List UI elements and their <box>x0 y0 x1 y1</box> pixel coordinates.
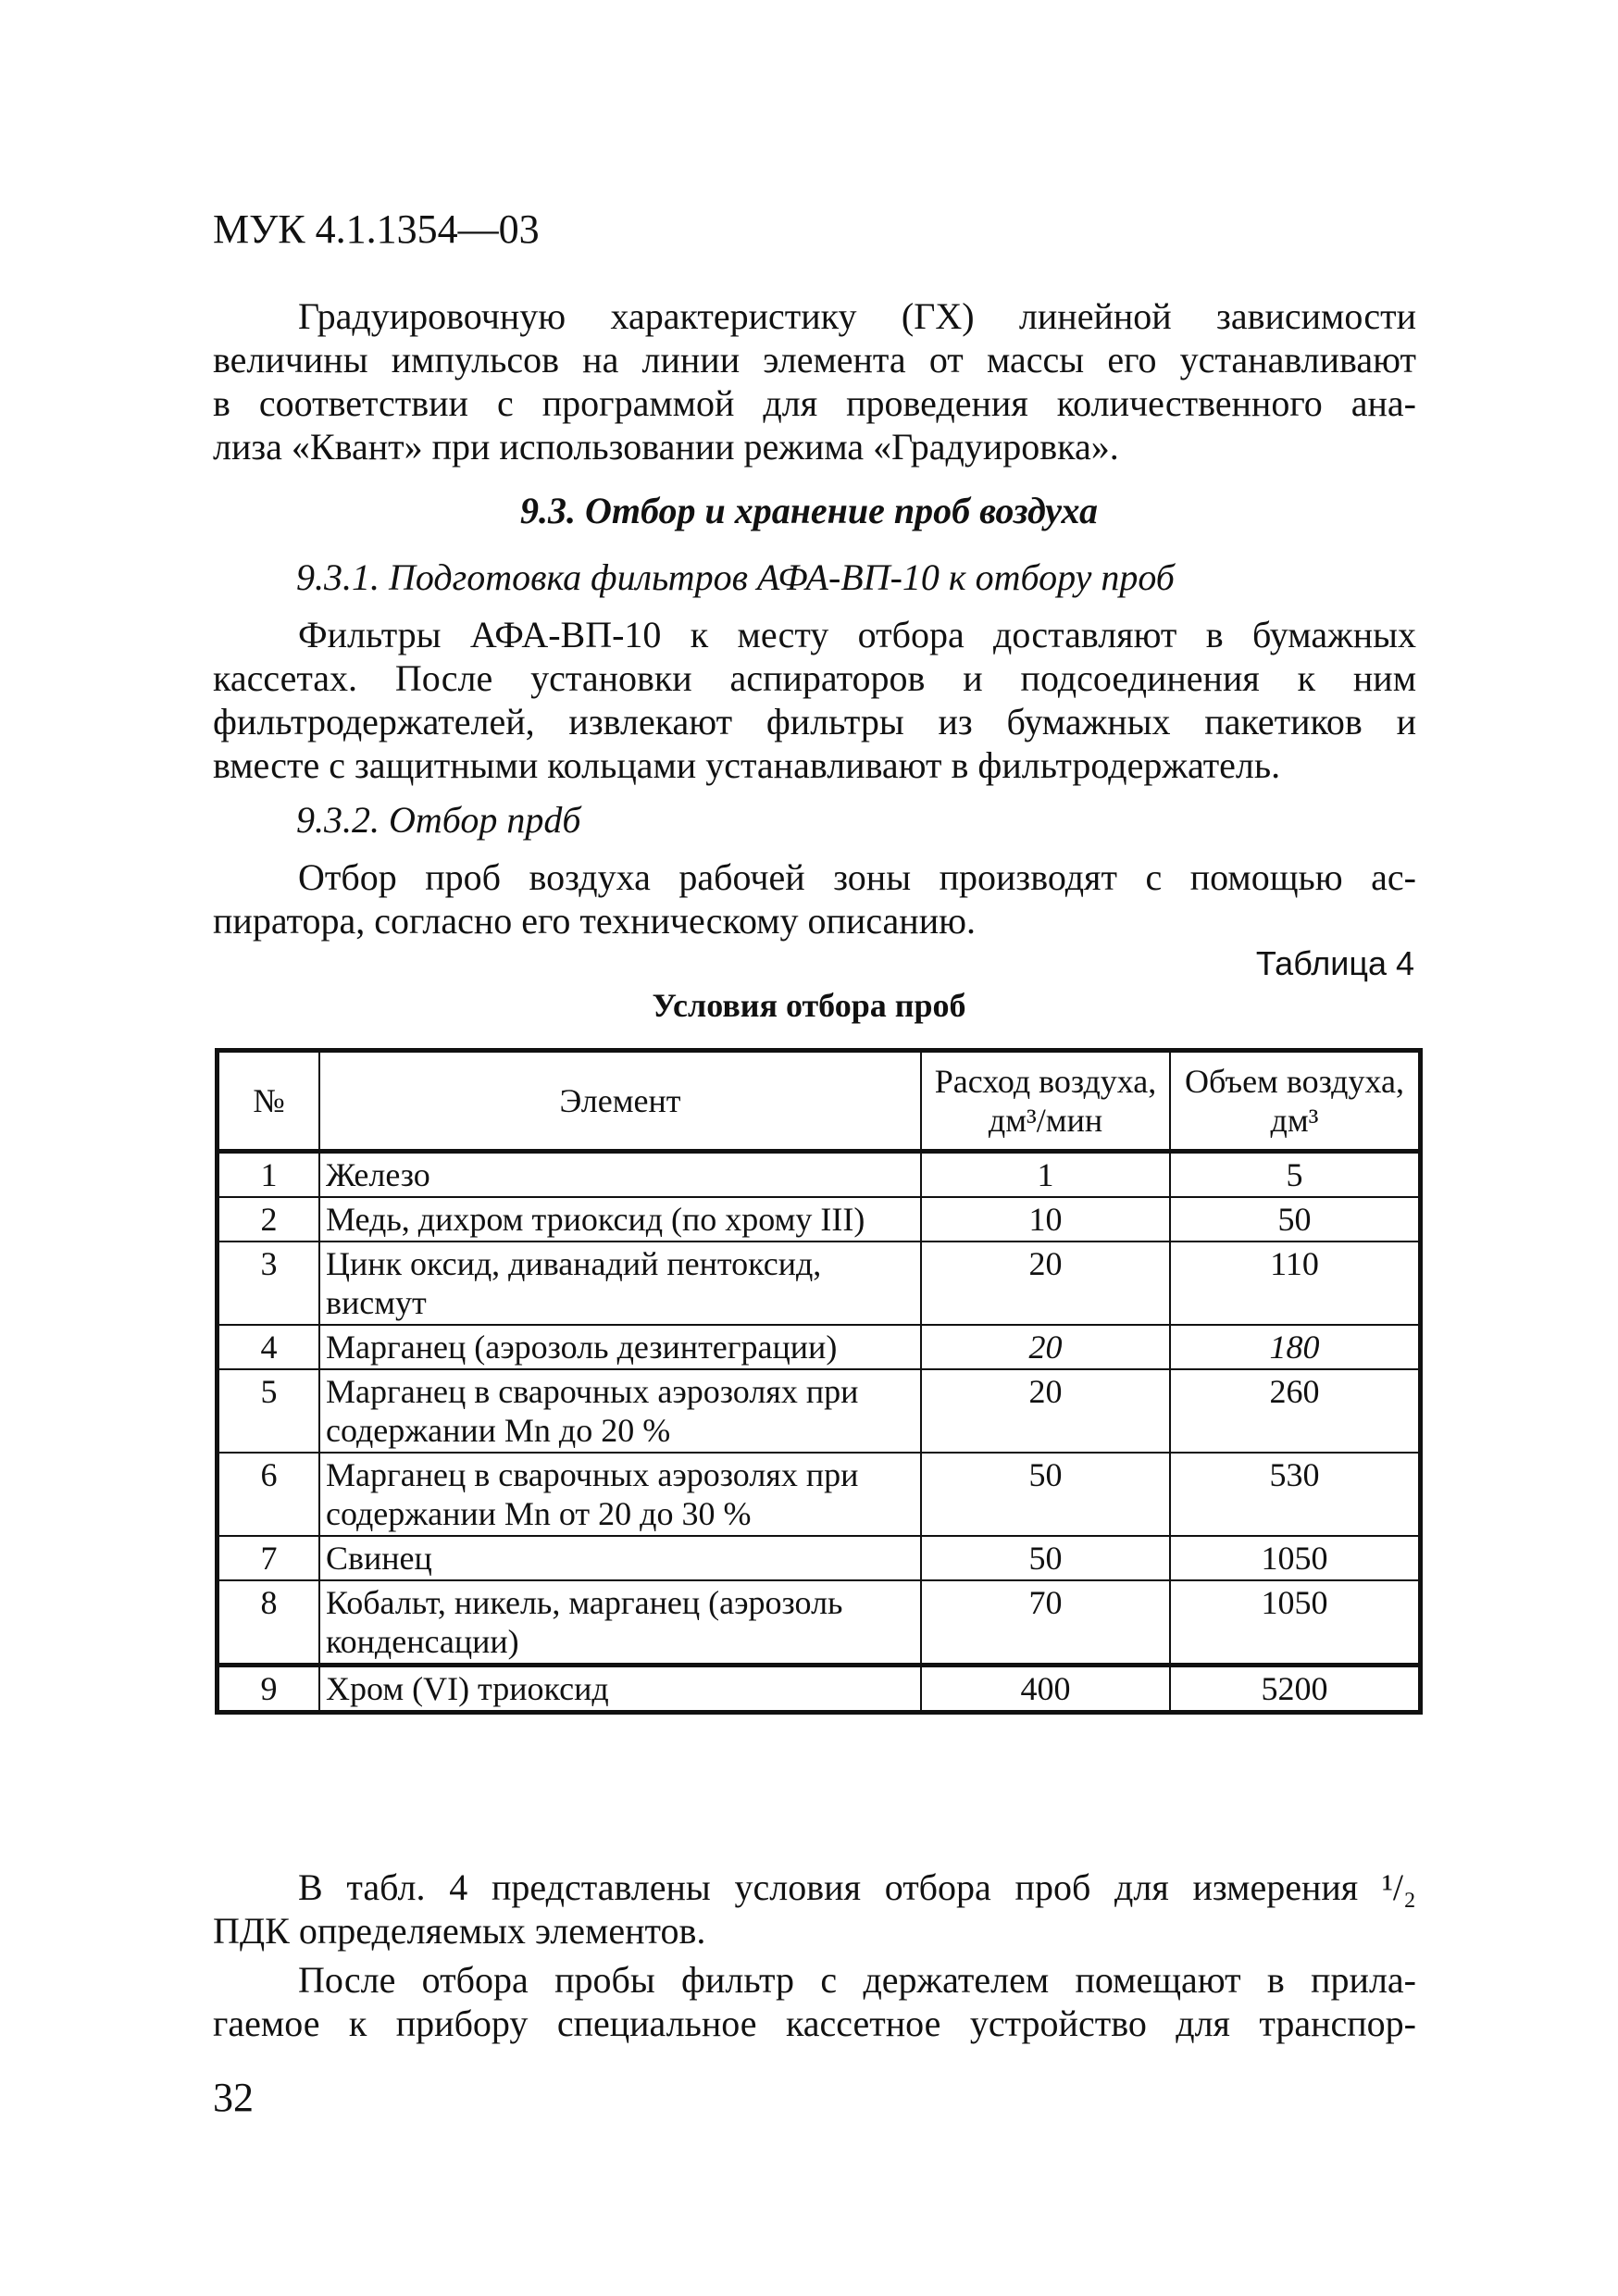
cell-volume: 50 <box>1170 1197 1421 1242</box>
cell-flow: 400 <box>921 1666 1170 1713</box>
cell-num: 1 <box>218 1152 320 1198</box>
sampling-conditions-table <box>215 1048 1423 1715</box>
intro-line: величины импульсов на линии элемента от массы его устанавливают <box>213 339 1416 381</box>
cell-flow: 20 <box>921 1325 1170 1369</box>
filters-line: кассетах. После установки аспираторов и подсоединения к ним <box>213 657 1416 699</box>
filters-line: фильтродержателей, извлекают фильтры из бумажных пакетиков и <box>213 701 1416 742</box>
note-line: В табл. 4 представлены условия отбора проб для измерения ¹/₂ <box>298 1866 1416 1908</box>
subsection-heading-9-3-2: 9.3.2. Отбор прdб <box>296 799 581 841</box>
cell-flow: 1 <box>921 1152 1170 1198</box>
intro-paragraph <box>213 294 1416 468</box>
cell-element: Медь, дихром триоксид (по хрому III) <box>319 1197 921 1242</box>
document-code-header: МУК 4.1.1354—03 <box>213 206 540 252</box>
header-num: № <box>218 1051 320 1152</box>
page-number: 32 <box>213 2075 254 2120</box>
header-volume-line2: дм³ <box>1270 1102 1319 1139</box>
cell-num: 8 <box>218 1580 320 1666</box>
sampling-line: Отбор проб воздуха рабочей зоны производят с помощью ас- <box>298 856 1416 898</box>
cell-element: Железо <box>319 1152 921 1198</box>
filters-paragraph <box>213 613 1416 787</box>
table-label: Таблица 4 <box>1255 944 1414 982</box>
after-line: После отбора пробы фильтр с держателем помещают в прила- <box>298 1959 1416 2001</box>
cell-element: Марганец в сварочных аэрозолях при содержании Mn до 20 % <box>319 1369 921 1453</box>
cell-element: Хром (VI) триоксид <box>319 1666 921 1713</box>
intro-line: Градуировочную характеристику (ГХ) линейной зависимости <box>298 295 1416 337</box>
table-row <box>218 1152 1421 1198</box>
cell-flow: 50 <box>921 1453 1170 1536</box>
table-row <box>218 1453 1421 1536</box>
after-sampling-paragraph <box>213 1958 1416 2045</box>
header-flow-line2: дм³/мин <box>988 1102 1103 1139</box>
cell-element: Кобальт, никель, марганец (аэрозоль конденсации) <box>319 1580 921 1666</box>
intro-line: в соответствии с программой для проведения количественного ана- <box>213 382 1416 424</box>
cell-volume: 1050 <box>1170 1580 1421 1666</box>
cell-num: 6 <box>218 1453 320 1536</box>
cell-num: 4 <box>218 1325 320 1369</box>
cell-num: 5 <box>218 1369 320 1453</box>
table-note-paragraph <box>213 1866 1416 1953</box>
cell-flow: 20 <box>921 1369 1170 1453</box>
cell-flow: 10 <box>921 1197 1170 1242</box>
cell-flow: 50 <box>921 1536 1170 1580</box>
cell-volume: 180 <box>1170 1325 1421 1369</box>
after-line: гаемое к прибору специальное кассетное устройство для транспор- <box>213 2003 1416 2044</box>
table-row <box>218 1666 1421 1713</box>
note-line: ПДК определяемых элементов. <box>213 1910 706 1952</box>
subsection-heading-9-3-1: 9.3.1. Подготовка фильтров АФА-ВП-10 к отбору проб <box>296 556 1175 598</box>
table-header-row <box>218 1051 1421 1152</box>
cell-num: 3 <box>218 1242 320 1325</box>
table-row <box>218 1369 1421 1453</box>
cell-volume: 110 <box>1170 1242 1421 1325</box>
header-volume <box>1170 1051 1421 1152</box>
table-row <box>218 1536 1421 1580</box>
cell-element: Марганец (аэрозоль дезинтеграции) <box>319 1325 921 1369</box>
section-heading-9-3: 9.3. Отбор и хранение проб воздуха <box>520 490 1098 531</box>
cell-element: Марганец в сварочных аэрозолях при содержании Mn от 20 до 30 % <box>319 1453 921 1536</box>
cell-element: Цинк оксид, диванадий пентоксид, висмут <box>319 1242 921 1325</box>
header-volume-line1: Объем воздуха, <box>1185 1063 1404 1100</box>
cell-volume: 1050 <box>1170 1536 1421 1580</box>
table-row <box>218 1580 1421 1666</box>
header-element: Элемент <box>319 1051 921 1152</box>
cell-num: 2 <box>218 1197 320 1242</box>
cell-num: 7 <box>218 1536 320 1580</box>
cell-volume: 5 <box>1170 1152 1421 1198</box>
header-flow <box>921 1051 1170 1152</box>
intro-line: лиза «Квант» при использовании режима «Градуировка». <box>213 426 1119 468</box>
cell-flow: 20 <box>921 1242 1170 1325</box>
table-row <box>218 1197 1421 1242</box>
table-row <box>218 1242 1421 1325</box>
sampling-line: пиратора, согласно его техническому описанию. <box>213 900 977 942</box>
header-flow-line1: Расход воздуха, <box>934 1063 1157 1100</box>
cell-volume: 260 <box>1170 1369 1421 1453</box>
filters-line: вместе с защитными кольцами устанавливают в фильтродержатель. <box>213 744 1281 786</box>
cell-element: Свинец <box>319 1536 921 1580</box>
cell-num: 9 <box>218 1666 320 1713</box>
table-row <box>218 1325 1421 1369</box>
cell-volume: 5200 <box>1170 1666 1421 1713</box>
table-title: Условия отбора проб <box>652 987 966 1024</box>
cell-flow: 70 <box>921 1580 1170 1666</box>
cell-volume: 530 <box>1170 1453 1421 1536</box>
filters-line: Фильтры АФА-ВП-10 к месту отбора доставляют в бумажных <box>298 614 1416 655</box>
sampling-paragraph <box>213 855 1416 942</box>
